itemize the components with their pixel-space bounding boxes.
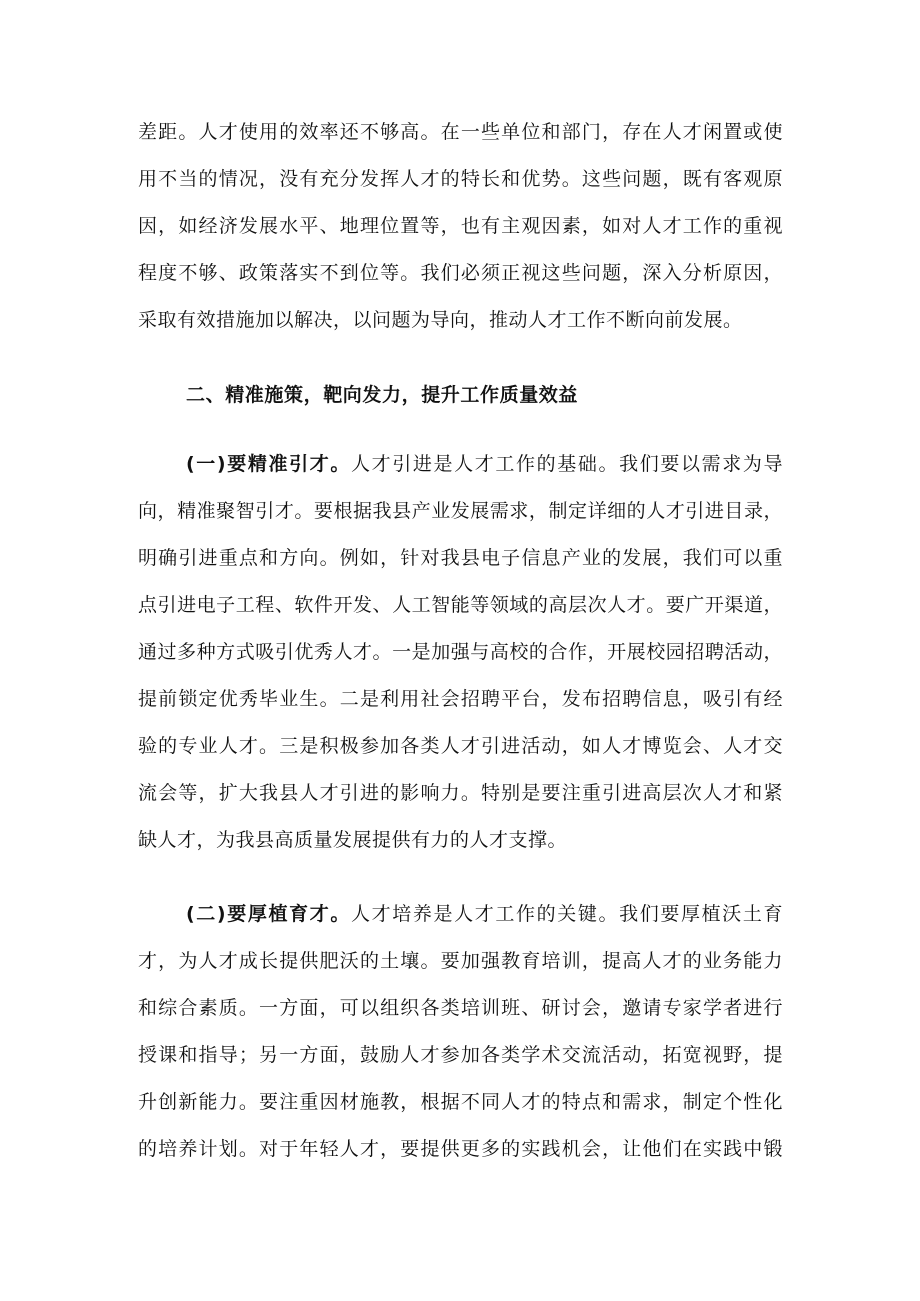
paragraph-line: 缺人才，为我县高质量发展提供有力的人才支撑。 — [138, 829, 568, 851]
paragraph-line: 用不当的情况，没有充分发挥人才的特长和优势。这些问题，既有客观原 — [138, 168, 783, 190]
paragraph-line: 程度不够、政策落实不到位等。我们必须正视这些问题，深入分析原因， — [138, 262, 783, 284]
paragraph-line: 升创新能力。要注重因材施教，根据不同人才的特点和需求，制定个性化 — [138, 1091, 783, 1113]
paragraph-lead: (二)要厚植育才。 — [186, 903, 351, 925]
paragraph-line: 明确引进重点和方向。例如，针对我县电子信息产业的发展，我们可以重 — [138, 547, 783, 569]
paragraph-line: 的培养计划。对于年轻人才，要提供更多的实践机会，让他们在实践中锻 — [138, 1138, 783, 1160]
paragraph-line: 采取有效措施加以解决，以问题为导向，推动人才工作不断向前发展。 — [138, 309, 743, 331]
paragraph-line: 因，如经济发展水平、地理位置等，也有主观因素，如对人才工作的重视 — [138, 215, 783, 237]
paragraph-line: 才，为人才成长提供肥沃的土壤。要加强教育培训，提高人才的业务能力 — [138, 950, 783, 972]
paragraph-lead: (一)要精准引才。 — [186, 453, 351, 475]
paragraph-line: 向，精准聚智引才。要根据我县产业发展需求，制定详细的人才引进目录， — [138, 500, 783, 522]
paragraph-line: 通过多种方式吸引优秀人才。一是加强与高校的合作，开展校园招聘活动， — [138, 641, 783, 663]
paragraph-first-line — [186, 899, 783, 929]
section-heading: 二、精准施策，靶向发力，提升工作质量效益 — [186, 384, 579, 406]
paragraph-line: 提前锁定优秀毕业生。二是利用社会招聘平台，发布招聘信息，吸引有经 — [138, 688, 783, 710]
paragraph-line: 流会等，扩大我县人才引进的影响力。特别是要注重引进高层次人才和紧 — [138, 782, 783, 804]
paragraph-line: 和综合素质。一方面，可以组织各类培训班、研讨会，邀请专家学者进行 — [138, 997, 783, 1019]
paragraph-line: 点引进电子工程、软件开发、人工智能等领域的高层次人才。要广开渠道， — [138, 594, 783, 616]
paragraph-text: 人才引进是人才工作的基础。我们要以需求为导 — [351, 453, 783, 475]
paragraph-line: 验的专业人才。三是积极参加各类人才引进活动，如人才博览会、人才交 — [138, 735, 783, 757]
paragraph-line: 授课和指导；另一方面，鼓励人才参加各类学术交流活动，拓宽视野，提 — [138, 1044, 783, 1066]
paragraph-line: 差距。人才使用的效率还不够高。在一些单位和部门，存在人才闲置或使 — [138, 121, 783, 143]
paragraph-text: 人才培养是人才工作的关键。我们要厚植沃土育 — [351, 903, 783, 925]
paragraph-first-line — [186, 449, 783, 479]
